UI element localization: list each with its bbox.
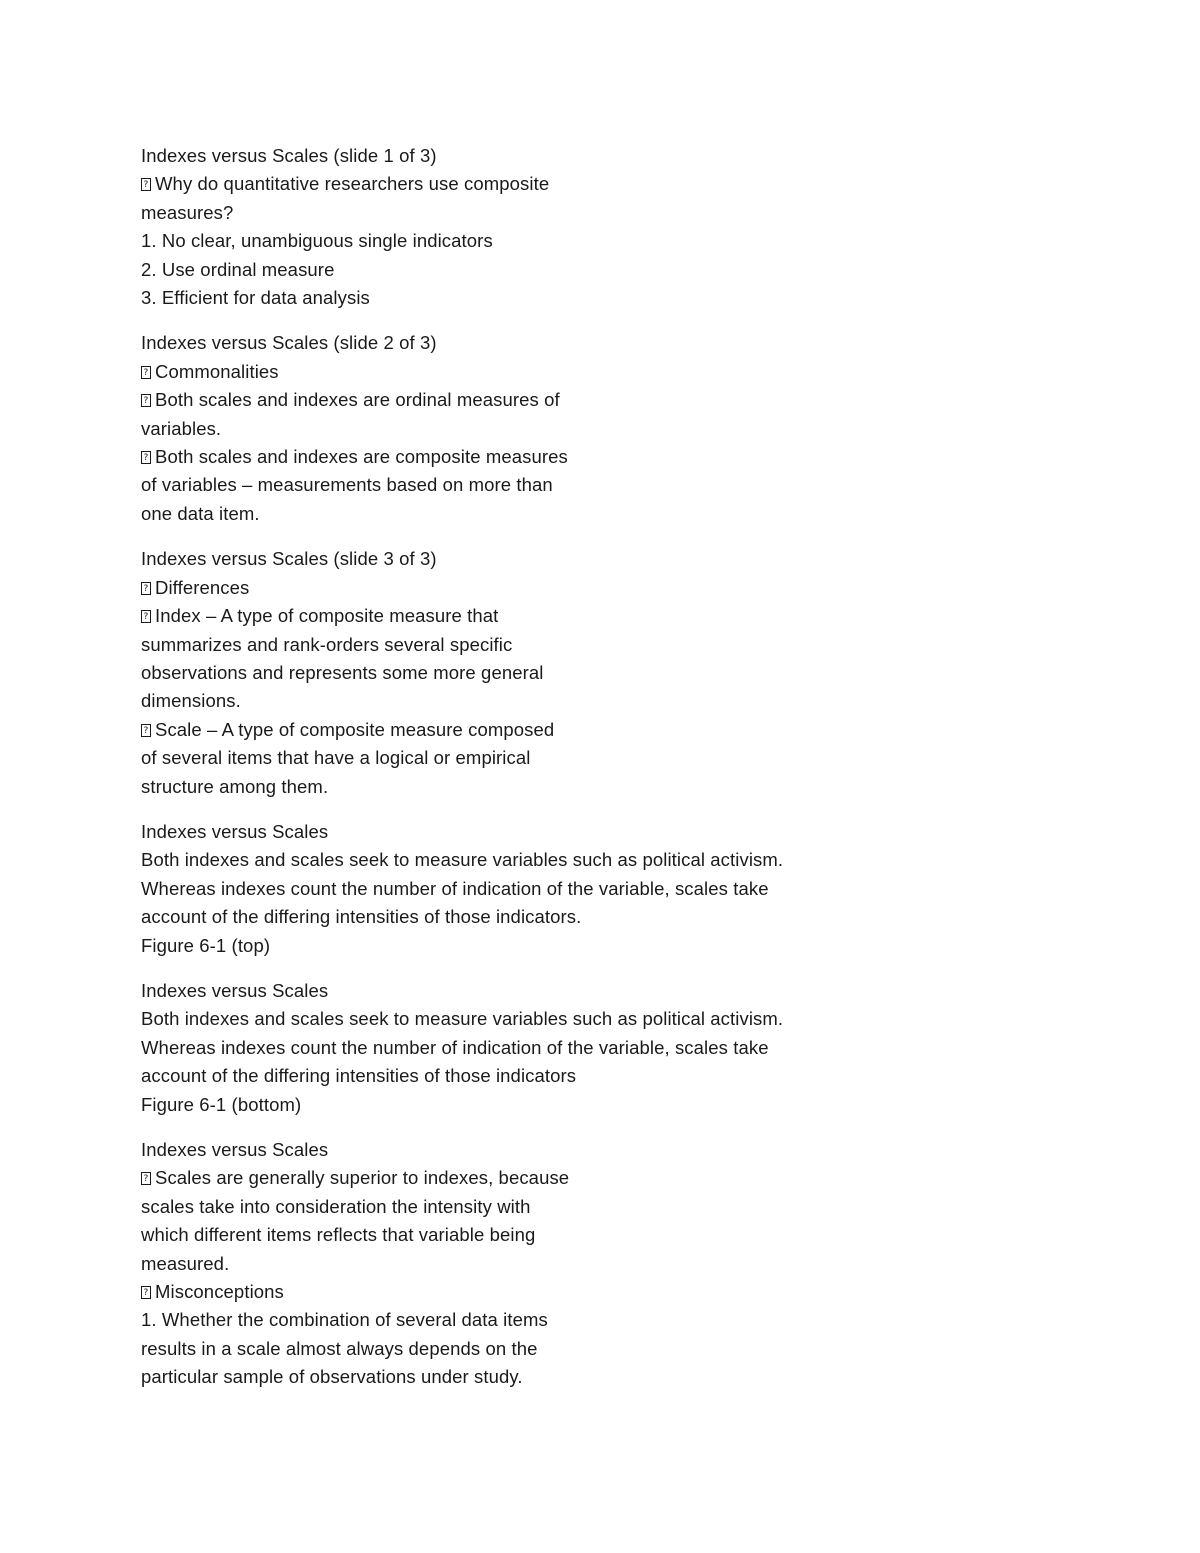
line-text: measured.: [141, 1252, 230, 1274]
line-text: Indexes versus Scales: [141, 979, 329, 1001]
line-text: observations and represents some more general: [141, 661, 544, 683]
text-section: [141, 977, 841, 1119]
text-line: [141, 903, 841, 931]
text-line: [141, 386, 841, 414]
line-text: 3. Efficient for data analysis: [141, 287, 370, 309]
line-text: Misconceptions: [155, 1281, 284, 1303]
line-text: Indexes versus Scales (slide 1 of 3): [141, 145, 437, 166]
line-text: of several items that have a logical or empirical: [141, 747, 531, 769]
text-section: [141, 142, 841, 312]
section-heading: [141, 977, 841, 1005]
text-line: [141, 284, 841, 312]
text-section: [141, 329, 841, 528]
text-section: [141, 1136, 841, 1392]
section-heading: [141, 545, 841, 573]
text-line: [141, 744, 841, 772]
missing-glyph-box-icon: [141, 1172, 151, 1185]
line-text: measures?: [141, 201, 234, 223]
text-line: [141, 227, 841, 255]
text-line: [141, 1250, 841, 1278]
text-line: [141, 443, 841, 471]
missing-glyph-box-icon: [141, 394, 151, 407]
missing-glyph-box-icon: [141, 610, 151, 623]
line-text: Whereas indexes count the number of indication of the variable, scales take: [141, 1036, 769, 1058]
line-text: scales take into consideration the intensity with: [141, 1195, 531, 1217]
line-text: Indexes versus Scales (slide 2 of 3): [141, 332, 437, 354]
text-line: [141, 415, 841, 443]
line-text: Both scales and indexes are ordinal measures of: [155, 389, 560, 411]
line-text: variables.: [141, 417, 222, 439]
missing-glyph-box-icon: [141, 1286, 151, 1299]
text-line: [141, 773, 841, 801]
line-text: Indexes versus Scales: [141, 1139, 329, 1160]
line-text: Both indexes and scales seek to measure variables such as political activism.: [141, 849, 784, 871]
text-line: [141, 199, 841, 227]
line-text: summarizes and rank-orders several specific: [141, 633, 513, 655]
missing-glyph-box-icon: [141, 178, 151, 191]
text-line: [141, 471, 841, 499]
text-line: [141, 1363, 841, 1391]
missing-glyph-box-icon: [141, 724, 151, 737]
line-text: 2. Use ordinal measure: [141, 258, 335, 280]
line-text: Both indexes and scales seek to measure variables such as political activism.: [141, 1008, 784, 1030]
section-heading: [141, 329, 841, 357]
text-line: [141, 574, 841, 602]
text-line: [141, 1091, 841, 1119]
section-heading: [141, 818, 841, 846]
line-text: Indexes versus Scales: [141, 820, 329, 842]
text-line: [141, 631, 841, 659]
text-line: [141, 687, 841, 715]
text-line: [141, 256, 841, 284]
line-text: one data item.: [141, 502, 260, 524]
missing-glyph-box-icon: [141, 366, 151, 379]
text-line: [141, 1164, 841, 1192]
line-text: Index – A type of composite measure that: [155, 605, 499, 627]
line-text: Both scales and indexes are composite measures: [155, 446, 568, 468]
text-line: [141, 358, 841, 386]
line-text: Scale – A type of composite measure composed: [155, 718, 555, 740]
line-text: Figure 6-1 (top): [141, 934, 271, 956]
line-text: dimensions.: [141, 690, 241, 712]
line-text: 1. Whether the combination of several data items: [141, 1309, 548, 1331]
line-text: Why do quantitative researchers use composite: [155, 173, 550, 195]
text-line: [141, 500, 841, 528]
line-text: structure among them.: [141, 775, 329, 797]
line-text: Figure 6-1 (bottom): [141, 1093, 302, 1115]
missing-glyph-box-icon: [141, 582, 151, 595]
section-heading: [141, 142, 841, 170]
text-line: [141, 875, 841, 903]
text-line: [141, 602, 841, 630]
text-line: [141, 846, 841, 874]
text-line: [141, 1221, 841, 1249]
line-text: particular sample of observations under study.: [141, 1366, 523, 1388]
text-section: [141, 818, 841, 960]
line-text: of variables – measurements based on more than: [141, 474, 553, 496]
line-text: Whereas indexes count the number of indication of the variable, scales take: [141, 877, 769, 899]
document-body: [141, 142, 841, 1409]
line-text: Scales are generally superior to indexes, because: [155, 1167, 570, 1189]
line-text: account of the differing intensities of those indicators.: [141, 906, 582, 928]
text-line: [141, 1193, 841, 1221]
line-text: account of the differing intensities of those indicators: [141, 1065, 577, 1087]
line-text: results in a scale almost always depends on the: [141, 1337, 538, 1359]
text-line: [141, 1335, 841, 1363]
text-line: [141, 716, 841, 744]
line-text: 1. No clear, unambiguous single indicators: [141, 230, 493, 252]
missing-glyph-box-icon: [141, 451, 151, 464]
text-line: [141, 1034, 841, 1062]
text-line: [141, 1306, 841, 1334]
text-line: [141, 659, 841, 687]
line-text: which different items reflects that variable being: [141, 1224, 536, 1246]
line-text: Indexes versus Scales (slide 3 of 3): [141, 548, 437, 570]
section-heading: [141, 1136, 841, 1164]
text-line: [141, 1278, 841, 1306]
line-text: Differences: [155, 576, 250, 598]
text-line: [141, 1005, 841, 1033]
text-line: [141, 170, 841, 198]
text-section: [141, 545, 841, 801]
text-line: [141, 932, 841, 960]
line-text: Commonalities: [155, 360, 279, 382]
text-line: [141, 1062, 841, 1090]
